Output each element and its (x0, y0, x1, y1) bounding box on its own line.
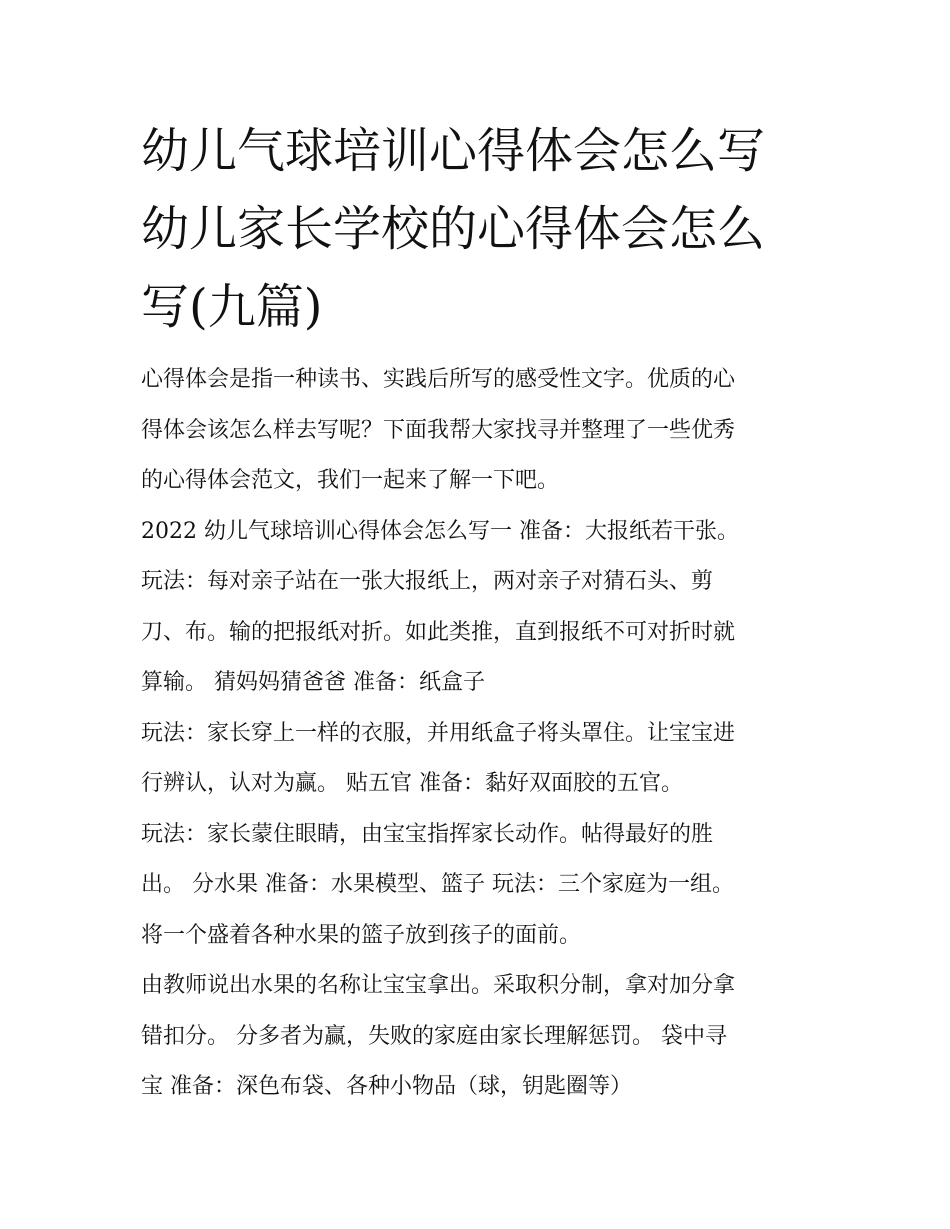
document-body (141, 355, 821, 1113)
title-line: 写(九篇) (141, 279, 323, 335)
title-line: 幼儿家长学校的心得体会怎么 (141, 201, 766, 257)
body-line: 将一个盛着各种水果的篮子放到孩子的面前。 (141, 922, 582, 948)
body-line: 出。 分水果 准备：水果模型、篮子 玩法：三个家庭为一组。 (141, 872, 734, 897)
body-line: 宝 准备：深色布袋、各种小物品（球，钥匙圈等） (141, 1074, 632, 1099)
body-line: 玩法：家长穿上一样的衣服，并用纸盒子将头罩住。让宝宝进 (141, 720, 736, 746)
body-line: 玩法：每对亲子站在一张大报纸上，两对亲子对猜石头、剪 (141, 569, 714, 594)
body-line: 刀、布。输的把报纸对折。如此类推，直到报纸不可对折时就 (141, 619, 736, 645)
body-line: 2022 幼儿气球培训心得体会怎么写一 准备：大报纸若干张。 (141, 518, 739, 544)
title-line: 幼儿气球培训心得体会怎么写 (141, 123, 766, 179)
body-line: 心得体会是指一种读书、实践后所写的感受性文字。优质的心 (141, 367, 736, 392)
body-line: 的心得体会范文，我们一起来了解一下吧。 (141, 468, 560, 493)
body-line: 算输。 猜妈妈猜爸爸 准备：纸盒子 (141, 670, 485, 695)
body-line: 行辨认，认对为赢。 贴五官 准备：黏好双面胶的五官。 (141, 771, 683, 796)
body-line: 由教师说出水果的名称让宝宝拿出。采取积分制，拿对加分拿 (141, 973, 736, 998)
body-line: 错扣分。 分多者为赢，失败的家庭由家长理解惩罚。 袋中寻 (141, 1023, 727, 1049)
body-line: 玩法：家长蒙住眼睛，由宝宝指挥家长动作。帖得最好的胜 (141, 821, 714, 847)
body-line: 得体会该怎么样去写呢？下面我帮大家找寻并整理了一些优秀 (141, 417, 736, 443)
document-title (141, 112, 821, 346)
